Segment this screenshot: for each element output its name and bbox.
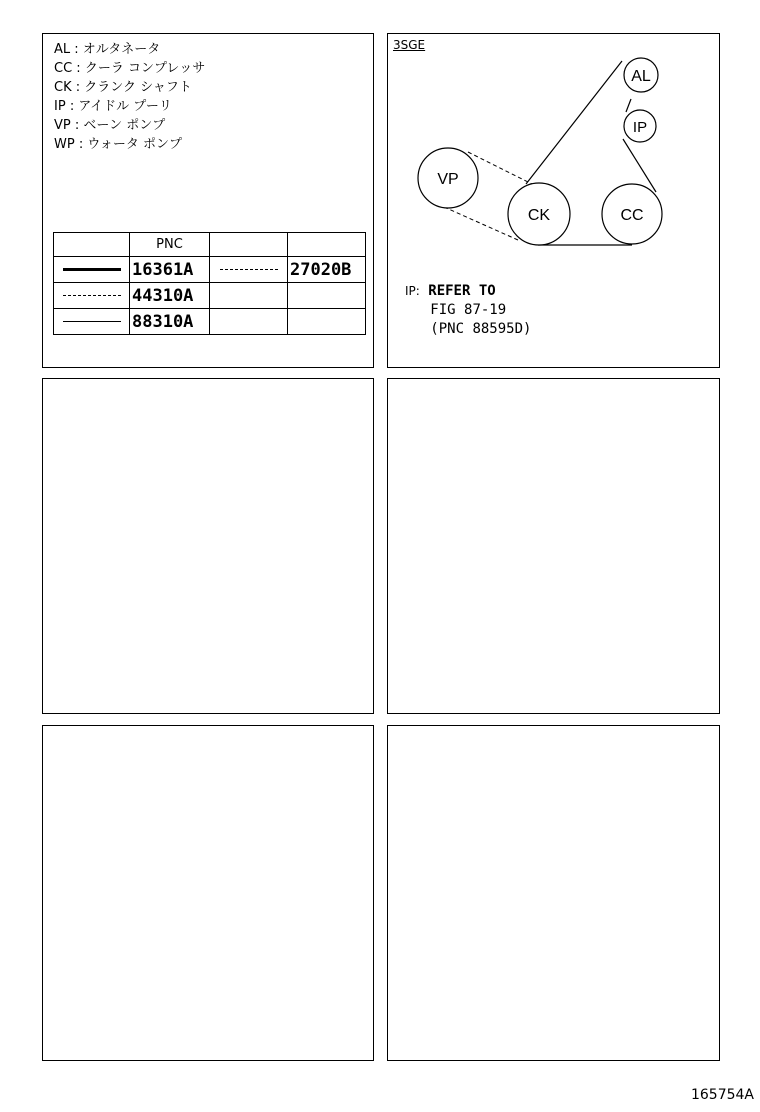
empty-panel [387, 378, 720, 714]
pnc-number: 88310A [130, 309, 210, 335]
table-cell [210, 233, 288, 257]
table-cell [288, 283, 366, 309]
belt-segment [526, 61, 622, 184]
legend-item-cc: CC : クーラ コンプレッサ [54, 61, 206, 76]
engine-code-label: 3SGE [393, 38, 426, 52]
table-header-row [54, 233, 366, 257]
table-cell [210, 309, 288, 335]
legend-item-wp: WP : ウォータ ポンプ [54, 137, 182, 152]
line-sample-cell [54, 309, 130, 335]
line-sample-cell [54, 257, 130, 283]
thick-line-sample [63, 268, 121, 271]
table-cell [288, 309, 366, 335]
legend-item-ck: CK : クランク シャフト [54, 80, 192, 95]
pnc-header: PNC [130, 233, 210, 257]
abbreviation-legend [54, 40, 205, 154]
belt-segment-dashed [444, 207, 518, 240]
line-sample-cell [54, 283, 130, 309]
empty-panel [42, 725, 374, 1061]
note-line-3: (PNC 88595D) [430, 321, 532, 337]
note-line-2: FIG 87-19 [430, 302, 507, 318]
table-cell [210, 283, 288, 309]
pnc-number: 44310A [130, 283, 210, 309]
pnc-number: 27020B [288, 257, 366, 283]
empty-panel [387, 725, 720, 1061]
table-cell [288, 233, 366, 257]
dashed-line-sample [220, 269, 278, 270]
note-line-1: REFER TO [428, 283, 496, 299]
reference-note [405, 282, 531, 339]
legend-item-vp: VP : ベーン ポンプ [54, 118, 166, 133]
table-row [54, 283, 366, 309]
pulley-label-al: AL [631, 68, 651, 85]
pulley-label-ck: CK [527, 207, 551, 224]
note-tag: IP: [405, 284, 420, 298]
dashed-line-sample [63, 295, 121, 296]
empty-panel [42, 378, 374, 714]
pulley-label-vp: VP [437, 171, 459, 188]
legend-item-ip: IP : アイドル プーリ [54, 99, 172, 114]
pulley-label-ip: IP [632, 119, 648, 136]
table-cell [54, 233, 130, 257]
pnc-table [53, 232, 366, 335]
thin-line-sample [63, 321, 121, 322]
table-row [54, 309, 366, 335]
pulley-label-cc: CC [620, 207, 644, 224]
belt-segment [626, 99, 631, 112]
table-row [54, 257, 366, 283]
figure-number: 165754A [690, 1087, 754, 1103]
legend-panel [42, 33, 374, 368]
pnc-number: 16361A [130, 257, 210, 283]
line-sample-cell [210, 257, 288, 283]
legend-item-al: AL : オルタネータ [54, 42, 161, 57]
belt-diagram-panel [387, 33, 720, 368]
